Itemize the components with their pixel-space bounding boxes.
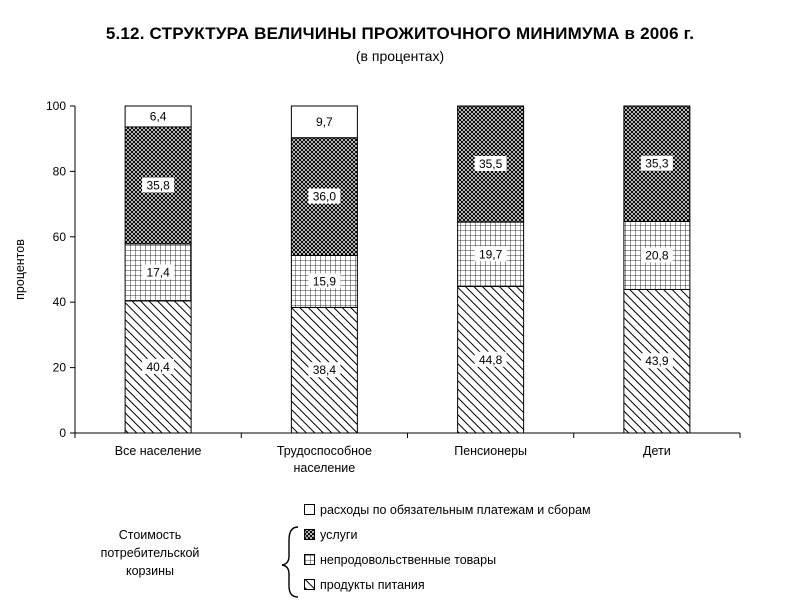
legend-item-food [304, 572, 591, 597]
x-tick-label: Пенсионеры [454, 444, 528, 458]
data-label: 20,8 [645, 248, 669, 263]
legend-item-services [304, 522, 591, 547]
data-label: 35,5 [478, 157, 503, 172]
legend-swatch-none [304, 504, 315, 515]
y-tick-label: 100 [45, 99, 66, 113]
x-tick-label: население [293, 461, 356, 475]
data-label: 38,4 [312, 363, 337, 378]
basket-label-line: потребительской [100, 546, 200, 560]
basket-group-label [80, 526, 220, 580]
legend-label: услуги [320, 527, 358, 542]
legend-swatch-grid [304, 554, 315, 565]
basket-label-line: корзины [126, 564, 174, 578]
chart-subtitle: (в процентах) [355, 48, 445, 64]
legend-label: расходы по обязательным платежам и сборам [320, 502, 591, 517]
data-label: 35,8 [146, 178, 170, 193]
legend-label: продукты питания [320, 577, 425, 592]
data-label: 35,3 [645, 156, 669, 171]
y-tick-label: 40 [52, 295, 66, 310]
data-label: 40,4 [146, 359, 170, 374]
y-tick-label: 0 [59, 426, 66, 440]
y-tick-label: 80 [52, 164, 66, 179]
data-label: 44,8 [478, 352, 503, 367]
y-axis-label: процентов [13, 239, 27, 300]
data-label: 36,0 [312, 189, 337, 204]
legend-label: непродовольственные товары [320, 552, 497, 567]
data-label: 6,4 [149, 109, 167, 124]
data-label: 17,4 [146, 265, 170, 280]
x-tick-label: Дети [643, 444, 671, 458]
chart-legend [304, 497, 591, 597]
legend-item-payments [304, 497, 591, 522]
legend-swatch-diagonal [304, 579, 315, 590]
legend-item-nonfood [304, 547, 591, 572]
chart-title: 5.12. СТРУКТУРА ВЕЛИЧИНЫ ПРОЖИТОЧНОГО МИНИМУМА в 2006 г. [105, 24, 695, 43]
legend-swatch-crosshatch [304, 529, 315, 540]
data-label: 19,7 [478, 247, 503, 262]
x-tick-label: Все население [114, 444, 202, 458]
x-tick-label: Трудоспособное [276, 444, 372, 458]
brace-icon [282, 527, 298, 597]
y-tick-label: 20 [52, 360, 66, 375]
y-tick-label: 60 [52, 229, 66, 244]
data-label: 15,9 [312, 274, 337, 289]
data-label: 9,7 [316, 114, 333, 129]
data-label: 43,9 [645, 354, 669, 369]
basket-label-line: Стоимость [118, 528, 182, 542]
